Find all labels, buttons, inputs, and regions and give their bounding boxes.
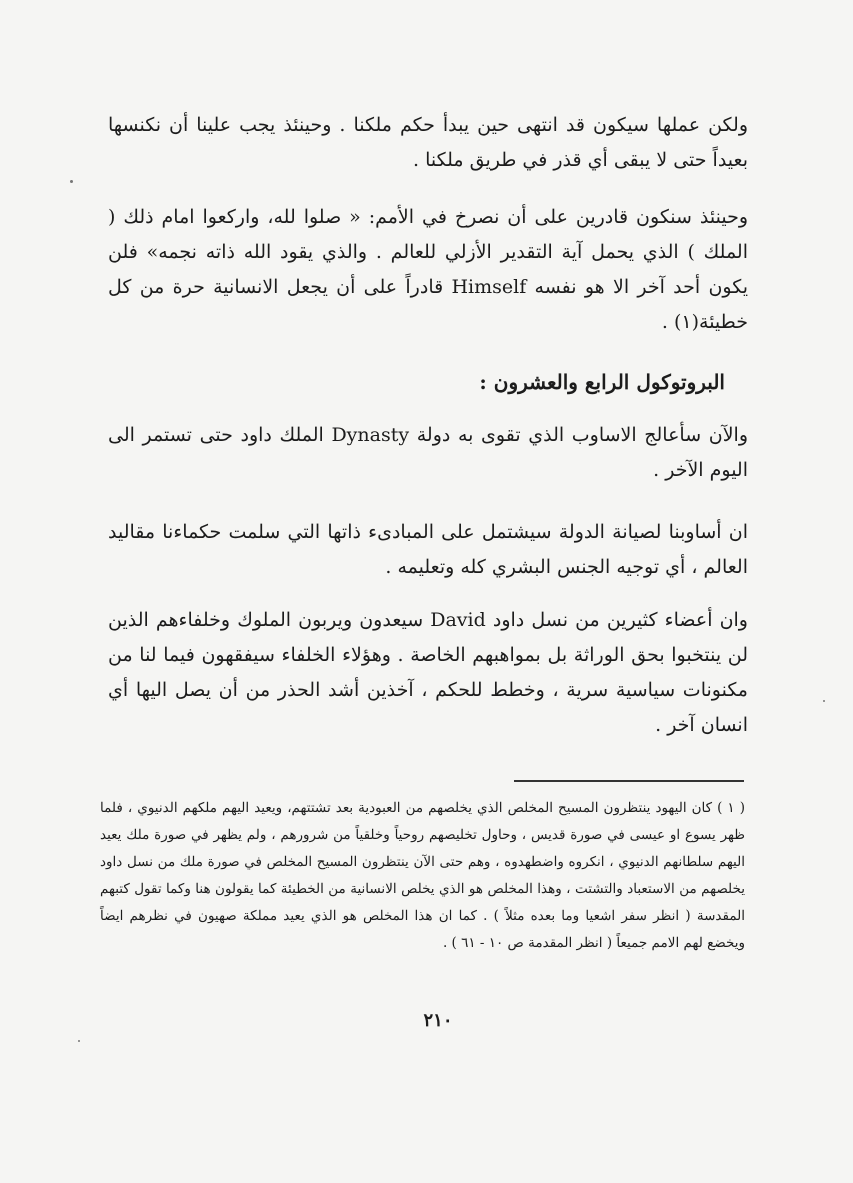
scan-speck xyxy=(823,700,825,702)
paragraph-5: وان أعضاء كثيرين من نسل داود David سيعدون ويربون الملوك وخلفاءهم الذين لن ينتخبوا بحق الوراثة بل بمواهبهم الخاصة . وهؤلاء الخلفاء سيفقهون فيما لنا من مكنونات سياسية سرية ، وخطط للحكم ، آخذين أشد الحذر من أن يصل اليها أي انسان آخر . xyxy=(108,609,748,736)
paragraph-2: وحينئذ سنكون قادرين على أن نصرخ في الأمم: « صلوا لله، واركعوا امام ذلك ( الملك ) الذي يحمل آية التقدير الأزلي للعالم . والذي يقود الله ذاته نجمه» فلن يكون أحد آخر الا هو نفسه Himself قادراً على أن يجعل الانسانية حرة من كل خطيئة(١) . xyxy=(108,206,749,333)
section-heading: البروتوكول الرابع والعشرون : xyxy=(479,370,725,394)
paragraph-4: ان أساوبنا لصيانة الدولة سيشتمل على المبادىء ذاتها التي سلمت حكماءنا مقاليد العالم ، أي توجيه الجنس البشري كله وتعليمه . xyxy=(108,521,748,578)
scan-speck xyxy=(70,180,73,183)
page-number: ٢١٠ xyxy=(423,1010,453,1031)
footnote: ( ١ ) كان اليهود ينتظرون المسيح المخلص الذي يخلصهم من العبودية بعد تشتتهم، ويعيد اليهم ملكهم الدنيوي ، فلما ظهر يسوع او عيسى في صورة قديس ، وحاول تخليصهم روحياً وخلقياً من شرورهم ، ولم يظهر في صورة ملك يعيد اليهم سلطانهم الدنيوي ، انكروه واضطهدوه ، وهم حتى الآن ينتظرون المسيح المخلص في صورة ملك من نسل داود يخلصهم من الاستعباد والتشتت ، وهذا المخلص هو الذي يخلص الانسانية من الخطيئة كما يقولون هنا وكما تقول كتبهم المقدسة ( انظر سفر اشعيا وما بعده مثلاً ) . كما ان هذا المخلص هو الذي يعيد مملكة صهيون في نظرهم ايضاً ويخضع لهم الامم جميعاً ( انظر المقدمة ص ١٠ - ٦١ ) . xyxy=(100,800,745,951)
paragraph-3: والآن سأعالج الاساوب الذي تقوى به دولة Dynasty الملك داود حتى تستمر الى اليوم الآخر . xyxy=(108,424,748,481)
paragraph-1: ولكن عملها سيكون قد انتهى حين يبدأ حكم ملكنا . وحينئذ يجب علينا أن نكنسها بعيداً حتى لا يبقى أي قذر في طريق ملكنا . xyxy=(108,114,748,171)
scan-speck xyxy=(78,1040,80,1042)
footnote-divider xyxy=(514,780,744,782)
